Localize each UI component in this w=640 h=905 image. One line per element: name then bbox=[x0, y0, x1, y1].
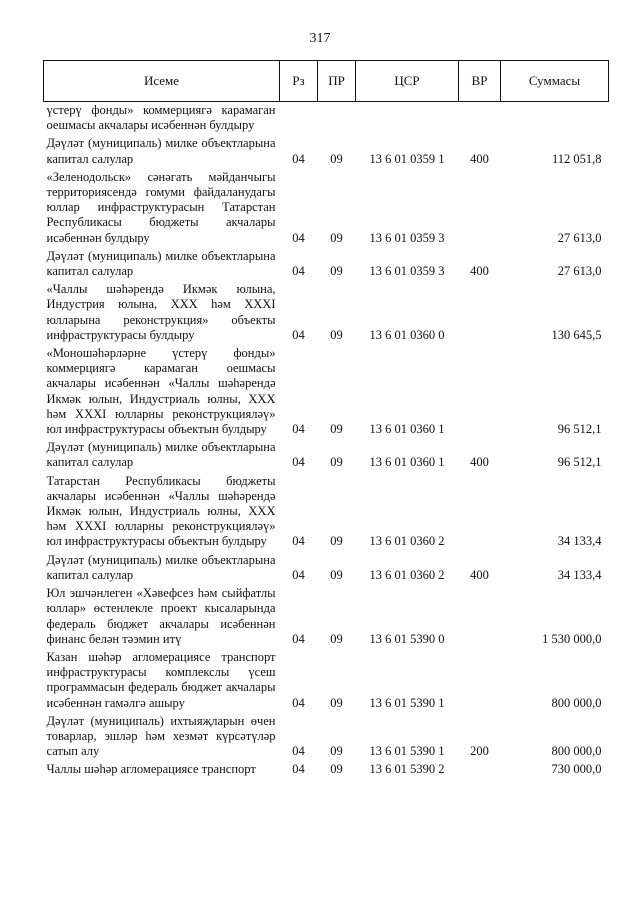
table-row bbox=[44, 345, 609, 439]
header-vr: ВР bbox=[459, 61, 501, 102]
row-vr bbox=[459, 281, 501, 345]
row-pr: 09 bbox=[330, 151, 343, 166]
row-sum: 27 613,0 bbox=[557, 264, 602, 279]
row-rz: 04 bbox=[292, 695, 305, 710]
row-vr: 400 bbox=[470, 264, 489, 279]
row-name: Юл эшчәнлеген «Хәвефсез һәм сыйфатлы юллар» өстенлекле проект кысаларында федераль бюджет акчалары исәбеннән финанс белән тәэмин итү bbox=[46, 586, 276, 646]
row-sum: 800 000,0 bbox=[551, 744, 602, 759]
row-name: «Моношәһәрләрне үстерү фонды» коммерциягә карамаган оешмасы акчалары исәбеннән «Чаллы шәһәрендә Икмәк юлын, Индустриаль юлны, XXX һәм XXXI юлларны реконструкцияләү» юл инфраструктурасы объектын булдыру bbox=[46, 346, 276, 437]
row-name: Дәүләт (муниципаль) ихтыяҗларын өчен товарлар, эшләр һәм хезмәт күрсәтүләр сатып алу bbox=[46, 713, 276, 759]
row-rz: 04 bbox=[292, 151, 305, 166]
row-rz: 04 bbox=[292, 567, 305, 582]
table-row bbox=[44, 439, 609, 472]
row-name: үстерү фонды» коммерциягә карамаган оешмасы акчалары исәбеннән булдыру bbox=[46, 103, 276, 133]
table-row bbox=[44, 135, 609, 168]
row-name: Казан шәһәр агломерациясе транспорт инфраструктурасы комплекслы үсеш программасын федераль бюджет акчалары исәбеннән гамәлгә ашыру bbox=[46, 649, 276, 710]
row-name: Чаллы шәһәр агломерациясе транспорт bbox=[46, 762, 256, 777]
budget-table bbox=[43, 60, 609, 780]
row-vr bbox=[459, 585, 501, 649]
row-name: Дәүләт (муниципаль) милке объектларына капитал салулар bbox=[46, 440, 276, 470]
table-row bbox=[44, 713, 609, 762]
row-sum: 800 000,0 bbox=[551, 695, 602, 710]
row-sum: 112 051,8 bbox=[551, 151, 602, 166]
row-sum: 34 133,4 bbox=[557, 534, 602, 549]
row-csr: 13 6 01 0360 1 bbox=[369, 422, 445, 437]
row-rz: 04 bbox=[292, 631, 305, 646]
row-name: Татарстан Республикасы бюджеты акчалары исәбеннән «Чаллы шәһәрендә Икмәк юлын, Индустриаль юлны, XXX һәм XXXI юлларны реконструкцияләү» юл инфраструктурасы объектын булдыру bbox=[46, 473, 276, 549]
row-pr bbox=[318, 102, 356, 136]
table-row bbox=[44, 552, 609, 585]
table-header bbox=[44, 61, 609, 102]
page-number: 317 bbox=[309, 31, 331, 46]
row-pr: 09 bbox=[330, 762, 343, 777]
header-csr: ЦСР bbox=[356, 61, 459, 102]
row-csr: 13 6 01 0360 1 bbox=[369, 455, 445, 470]
row-csr: 13 6 01 5390 0 bbox=[369, 631, 445, 646]
row-rz: 04 bbox=[292, 264, 305, 279]
row-csr: 13 6 01 0359 3 bbox=[369, 230, 445, 245]
row-pr: 09 bbox=[330, 327, 343, 342]
row-sum: 96 512,1 bbox=[557, 422, 602, 437]
row-sum: 34 133,4 bbox=[557, 567, 602, 582]
row-csr: 13 6 01 0360 2 bbox=[369, 534, 445, 549]
row-name: «Чаллы шәһәрендә Икмәк юлына, Индустрия юлына, XXX һәм XXXI юлларына реконструкция» объекты инфраструктурасы булдыру bbox=[46, 282, 276, 342]
table-row bbox=[44, 281, 609, 345]
row-sum: 27 613,0 bbox=[557, 230, 602, 245]
table-row bbox=[44, 473, 609, 552]
row-rz: 04 bbox=[292, 230, 305, 245]
row-pr: 09 bbox=[330, 631, 343, 646]
row-rz bbox=[280, 102, 318, 136]
header-name: Исеме bbox=[44, 61, 280, 102]
row-name: Дәүләт (муниципаль) милке объектларына капитал салулар bbox=[46, 136, 276, 166]
row-pr: 09 bbox=[330, 422, 343, 437]
row-pr: 09 bbox=[330, 230, 343, 245]
row-vr bbox=[459, 345, 501, 439]
row-sum: 1 530 000,0 bbox=[542, 631, 602, 646]
row-pr: 09 bbox=[330, 695, 343, 710]
row-vr: 200 bbox=[470, 744, 489, 759]
row-vr bbox=[459, 169, 501, 248]
table-row bbox=[44, 169, 609, 248]
row-csr: 13 6 01 0360 2 bbox=[369, 567, 445, 582]
header-rz: Рз bbox=[280, 61, 318, 102]
row-sum bbox=[501, 102, 609, 136]
row-rz: 04 bbox=[292, 534, 305, 549]
row-pr: 09 bbox=[330, 744, 343, 759]
row-csr: 13 6 01 0360 0 bbox=[369, 327, 445, 342]
row-csr: 13 6 01 5390 2 bbox=[369, 762, 445, 777]
row-sum: 96 512,1 bbox=[557, 455, 602, 470]
row-csr: 13 6 01 0359 3 bbox=[369, 264, 445, 279]
row-vr: 400 bbox=[470, 151, 489, 166]
row-sum: 130 645,5 bbox=[551, 327, 602, 342]
row-pr: 09 bbox=[330, 567, 343, 582]
header-sum: Суммасы bbox=[501, 61, 609, 102]
row-pr: 09 bbox=[330, 534, 343, 549]
row-name: Дәүләт (муниципаль) милке объектларына капитал салулар bbox=[46, 248, 276, 279]
header-pr: ПР bbox=[318, 61, 356, 102]
row-rz: 04 bbox=[292, 422, 305, 437]
row-vr: 400 bbox=[470, 455, 489, 470]
row-csr: 13 6 01 5390 1 bbox=[369, 695, 445, 710]
row-name: Дәүләт (муниципаль) милке объектларына капитал салулар bbox=[46, 552, 276, 582]
row-csr bbox=[356, 102, 459, 136]
table-row bbox=[44, 761, 609, 779]
row-pr: 09 bbox=[330, 455, 343, 470]
row-rz: 04 bbox=[292, 744, 305, 759]
row-name: «Зеленодольск» сәнәгать мәйданчыгы территориясендә гомуми файдаланудагы юллар инфраструктурасын Татарстан Республикасы бюджеты акчалары исәбеннән булдыру bbox=[46, 169, 276, 245]
row-sum: 730 000,0 bbox=[551, 762, 602, 777]
row-vr bbox=[459, 102, 501, 136]
row-rz: 04 bbox=[292, 455, 305, 470]
row-vr bbox=[459, 649, 501, 713]
row-vr bbox=[459, 473, 501, 552]
row-vr bbox=[459, 761, 501, 779]
table-row bbox=[44, 102, 609, 136]
row-rz: 04 bbox=[292, 762, 305, 777]
row-pr: 09 bbox=[330, 264, 343, 279]
table-row bbox=[44, 248, 609, 281]
row-csr: 13 6 01 0359 1 bbox=[369, 151, 445, 166]
row-vr: 400 bbox=[470, 567, 489, 582]
row-csr: 13 6 01 5390 1 bbox=[369, 744, 445, 759]
table-row bbox=[44, 649, 609, 713]
table-row bbox=[44, 585, 609, 649]
row-rz: 04 bbox=[292, 327, 305, 342]
